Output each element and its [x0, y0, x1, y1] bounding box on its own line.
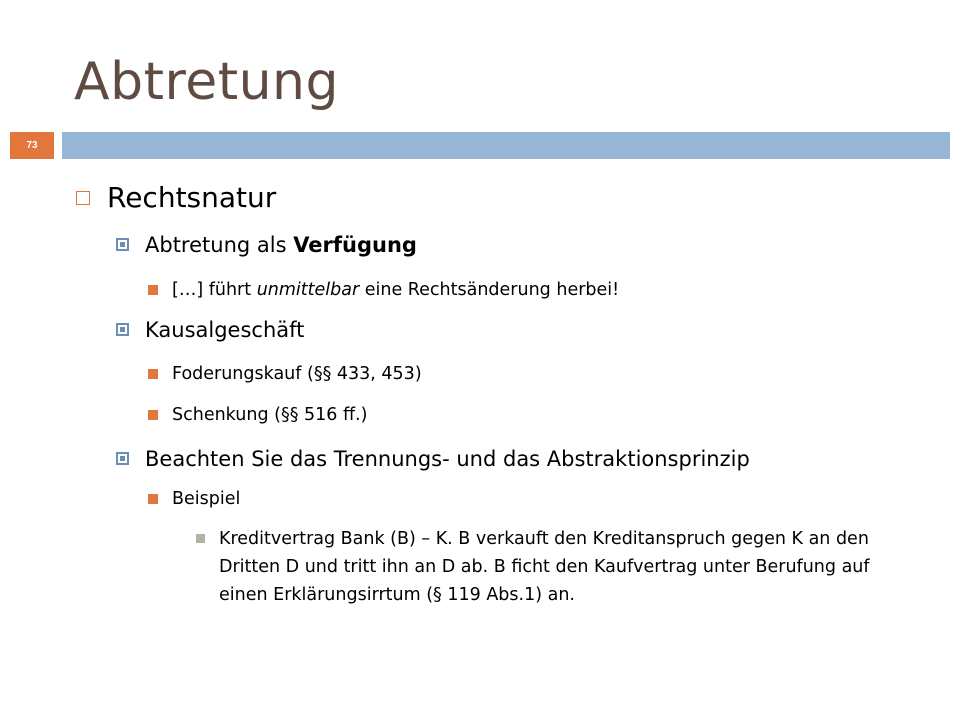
- bullet-text: Beispiel: [172, 489, 241, 509]
- slide-title: Abtretung: [74, 52, 340, 112]
- text-prefix: Abtretung als: [145, 233, 294, 257]
- boxed-square-bullet-icon: [116, 452, 129, 465]
- text-post: eine Rechtsänderung herbei!: [359, 280, 620, 300]
- boxed-square-bullet-icon: [116, 238, 129, 251]
- hollow-square-bullet-icon: [76, 191, 90, 205]
- bullet-text: Foderungskauf (§§ 433, 453): [172, 364, 422, 384]
- bullet-text: [145, 230, 417, 260]
- bullet-text: Beachten Sie das Trennungs- und das Abstraktionsprinzip: [145, 447, 750, 471]
- bullet-text: Kausalgeschäft: [145, 318, 305, 342]
- bullet-schenkung: [148, 402, 367, 428]
- text-italic-unmittelbar: unmittelbar: [256, 280, 360, 300]
- text-bold-verfuegung: Verfügung: [293, 233, 417, 257]
- bullet-rechtsaenderung: [148, 277, 619, 303]
- filled-square-bullet-icon: [148, 494, 158, 504]
- bullet-kausalgeschaeft: [116, 315, 304, 345]
- bullet-prinzip: [116, 444, 750, 474]
- bullet-beispiel: [148, 486, 240, 512]
- bullet-text: [172, 277, 619, 303]
- bullet-text: Rechtsnatur: [107, 181, 277, 214]
- filled-square-bullet-icon: [148, 285, 158, 295]
- filled-square-bullet-icon: [148, 369, 158, 379]
- text-pre: […] führt: [172, 280, 257, 300]
- slide-number-badge: 73: [10, 132, 54, 159]
- filled-square-bullet-icon: [148, 410, 158, 420]
- bullet-text: Schenkung (§§ 516 ff.): [172, 405, 368, 425]
- bullet-rechtsnatur: [76, 180, 276, 216]
- bullet-verfuegung: [116, 230, 417, 260]
- filled-square-bullet-icon: [196, 534, 205, 543]
- bullet-beispiel-text: [196, 525, 909, 609]
- bullet-forderungskauf: [148, 361, 422, 387]
- boxed-square-bullet-icon: [116, 323, 129, 336]
- bullet-text: Kreditvertrag Bank (B) – K. B verkauft den Kreditanspruch gegen K an den Dritten D und tritt ihn an D ab. B ficht den Kaufvertrag unter Berufung auf einen Erklärungsirrtum (§ 119 Abs.1) an.: [219, 529, 870, 605]
